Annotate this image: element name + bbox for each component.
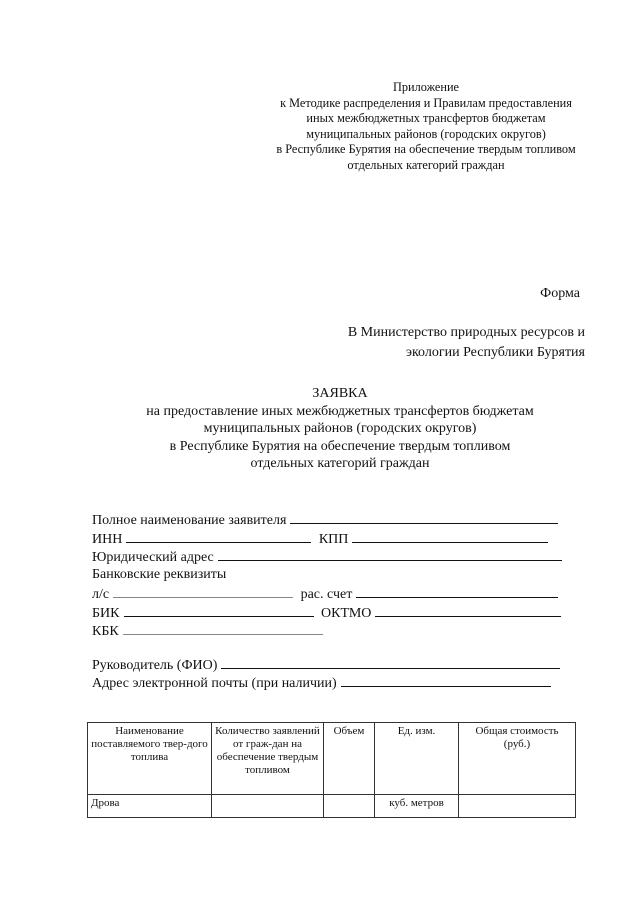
document-title <box>92 385 588 473</box>
full-name-label: Полное наименование заявителя <box>92 513 287 528</box>
kpp-label: КПП <box>318 531 349 547</box>
title-line: в Республике Бурятия на обеспечение твердым топливом <box>169 438 511 454</box>
appendix-note <box>236 80 616 174</box>
email-field[interactable] <box>341 673 551 687</box>
table-cell[interactable] <box>459 795 576 818</box>
table-header-cell: Количество заявлений от граж-дан на обеспечение твердым топливом <box>212 723 324 795</box>
table-header-cell: Ед. изм. <box>375 723 459 795</box>
appendix-line: отдельных категорий граждан <box>347 157 505 172</box>
applicant-fields <box>92 510 592 692</box>
head-field[interactable] <box>221 655 560 669</box>
appendix-line: иных межбюджетных трансфертов бюджетам <box>306 111 546 126</box>
table-header-cell: Наименование поставляемого твер-дого топлива <box>88 723 212 795</box>
inn-kpp-row <box>92 529 592 548</box>
title-line: на предоставление иных межбюджетных трансфертов бюджетам <box>146 403 534 419</box>
addressee <box>280 323 585 363</box>
bik-label: БИК <box>92 605 120 621</box>
oktmo-label: ОКТМО <box>321 605 372 621</box>
form-label: Форма <box>540 286 580 301</box>
kpp-field[interactable] <box>352 529 548 543</box>
bank-details-row <box>92 566 592 585</box>
legal-address-field[interactable] <box>218 547 562 561</box>
ls-field[interactable] <box>113 584 293 598</box>
appendix-line: в Республике Бурятия на обеспечение твердым топливом <box>276 142 576 157</box>
inn-field[interactable] <box>126 529 311 543</box>
addressee-line-2: экологии Республики Бурятия <box>405 345 585 360</box>
bik-oktmo-row <box>92 603 592 622</box>
ls-account-row <box>92 584 592 603</box>
table-cell[interactable] <box>212 795 324 818</box>
head-row <box>92 655 592 674</box>
head-label: Руководитель (ФИО) <box>92 657 218 673</box>
appendix-line: к Методике распределения и Правилам предоставления <box>280 95 572 110</box>
title-line: муниципальных районов (городских округов) <box>203 421 477 437</box>
addressee-line-1: В Министерство природных ресурсов и <box>347 325 585 340</box>
table-cell: Дрова <box>88 795 212 818</box>
table-row <box>88 795 576 818</box>
title-heading: ЗАЯВКА <box>312 386 368 401</box>
legal-address-row <box>92 547 592 566</box>
title-line: отдельных категорий граждан <box>250 456 430 472</box>
email-label: Адрес электронной почты (при наличии) <box>92 676 337 691</box>
table-header-row <box>88 723 576 795</box>
kbk-label: КБК <box>92 624 119 639</box>
kbk-row <box>92 621 592 640</box>
bank-details-label: Банковские реквизиты <box>92 566 227 582</box>
account-field[interactable] <box>356 584 558 598</box>
email-row <box>92 673 592 692</box>
full-name-field[interactable] <box>290 510 558 524</box>
inn-label: ИНН <box>92 531 123 547</box>
table-cell: куб. метров <box>375 795 459 818</box>
full-name-row <box>92 510 592 529</box>
table-header-cell: Объем <box>324 723 375 795</box>
table-cell[interactable] <box>324 795 375 818</box>
fuel-table <box>87 722 576 818</box>
account-label: рас. счет <box>300 587 353 602</box>
table-header-cell: Общая стоимость (руб.) <box>459 723 576 795</box>
legal-address-label: Юридический адрес <box>92 550 214 565</box>
oktmo-field[interactable] <box>375 603 561 617</box>
kbk-field[interactable] <box>123 621 323 635</box>
ls-label: л/с <box>92 587 110 602</box>
appendix-line: Приложение <box>393 80 459 94</box>
bik-field[interactable] <box>124 603 314 617</box>
appendix-line: муниципальных районов (городских округов) <box>306 126 546 141</box>
